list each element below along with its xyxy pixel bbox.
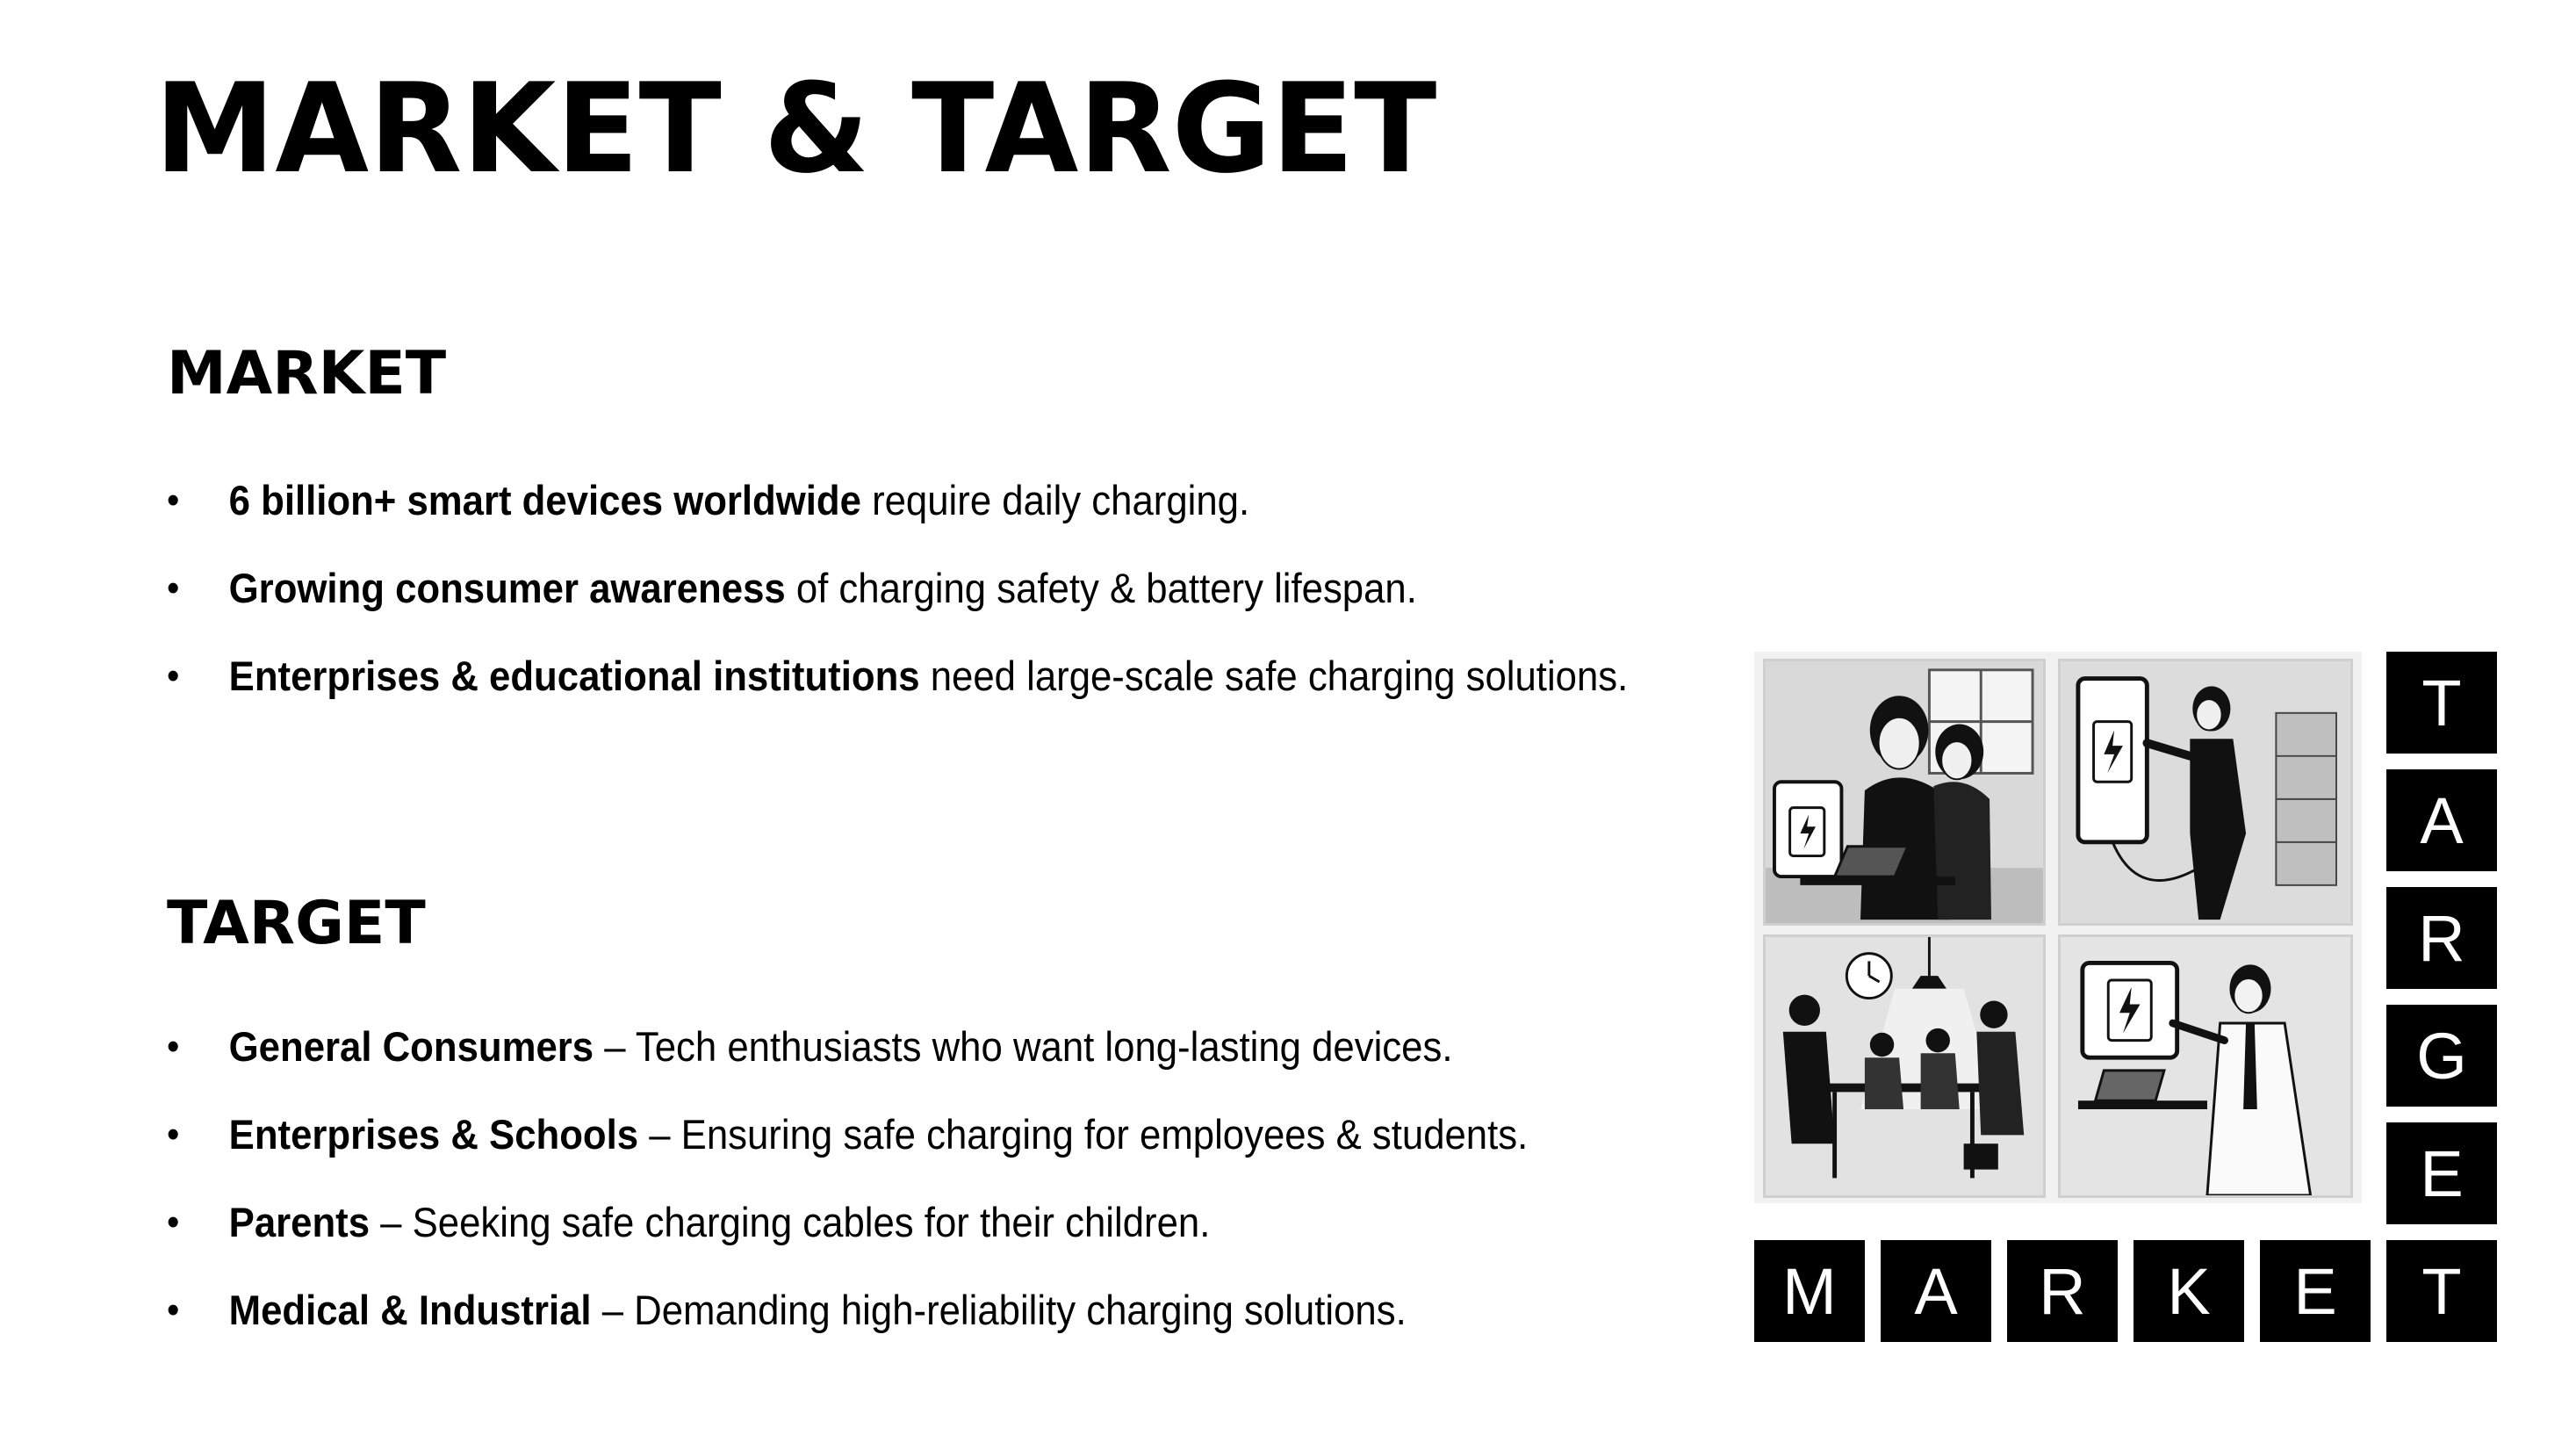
market-bullet-item [167, 545, 1628, 632]
page-title: MARKET & TARGET [155, 56, 1437, 201]
parent-laptop-illustration [1766, 661, 2043, 923]
panel-office-charger [2058, 659, 2353, 926]
letter-tile-horizontal: A [1881, 1240, 1991, 1342]
market-bullet-item [167, 457, 1628, 545]
market-bullet-list [167, 457, 1628, 720]
bullet-text: – Seeking safe charging cables for their children. [370, 1199, 1211, 1245]
target-bullet-item [167, 1266, 1528, 1354]
classroom-illustration [1766, 937, 2043, 1195]
letter-tile-horizontal: M [1754, 1240, 1865, 1342]
bullet-bold-text: Enterprises & Schools [228, 1111, 639, 1158]
bullet-text: – Demanding high-reliability charging solutions. [591, 1287, 1407, 1333]
panel-classroom [1763, 934, 2046, 1198]
bullet-text: – Tech enthusiasts who want long-lasting devices. [594, 1023, 1453, 1070]
illustration-collage [1754, 652, 2362, 1203]
bullet-text: – Ensuring safe charging for employees & students. [638, 1111, 1529, 1158]
office-charger-illustration [2061, 661, 2350, 923]
panel-medical [2058, 934, 2353, 1198]
bullet-bold-text: Medical & Industrial [228, 1287, 592, 1333]
letter-tile-vertical: R [2386, 887, 2497, 989]
bullet-bold-text: General Consumers [228, 1023, 594, 1070]
bullet-bold-text: Parents [228, 1199, 371, 1245]
bullet-text: need large-scale safe charging solutions. [919, 653, 1629, 699]
target-bullet-item [167, 1179, 1528, 1266]
letter-tile-vertical: E [2386, 1122, 2497, 1224]
letter-tile-horizontal: T [2386, 1240, 2497, 1342]
letter-tile-vertical: T [2386, 652, 2497, 754]
letter-tile-horizontal: R [2007, 1240, 2118, 1342]
market-bullet-item [167, 632, 1628, 720]
bullet-text: of charging safety & battery lifespan. [785, 565, 1417, 611]
letter-tile-vertical: A [2386, 769, 2497, 871]
medical-illustration [2061, 937, 2350, 1195]
bullet-text: require daily charging. [860, 477, 1250, 523]
letter-tile-horizontal: E [2260, 1240, 2371, 1342]
letter-tile-vertical: G [2386, 1005, 2497, 1107]
target-heading: TARGET [167, 889, 426, 958]
panel-parent-laptop [1763, 659, 2046, 926]
target-bullet-item [167, 1091, 1528, 1179]
bullet-bold-text: 6 billion+ smart devices worldwide [228, 477, 861, 523]
market-heading: MARKET [167, 339, 447, 408]
bullet-bold-text: Growing consumer awareness [228, 565, 786, 611]
target-bullet-item [167, 1003, 1528, 1091]
letter-tile-horizontal: K [2133, 1240, 2244, 1342]
bullet-bold-text: Enterprises & educational institutions [228, 653, 920, 699]
target-bullet-list [167, 1003, 1528, 1354]
